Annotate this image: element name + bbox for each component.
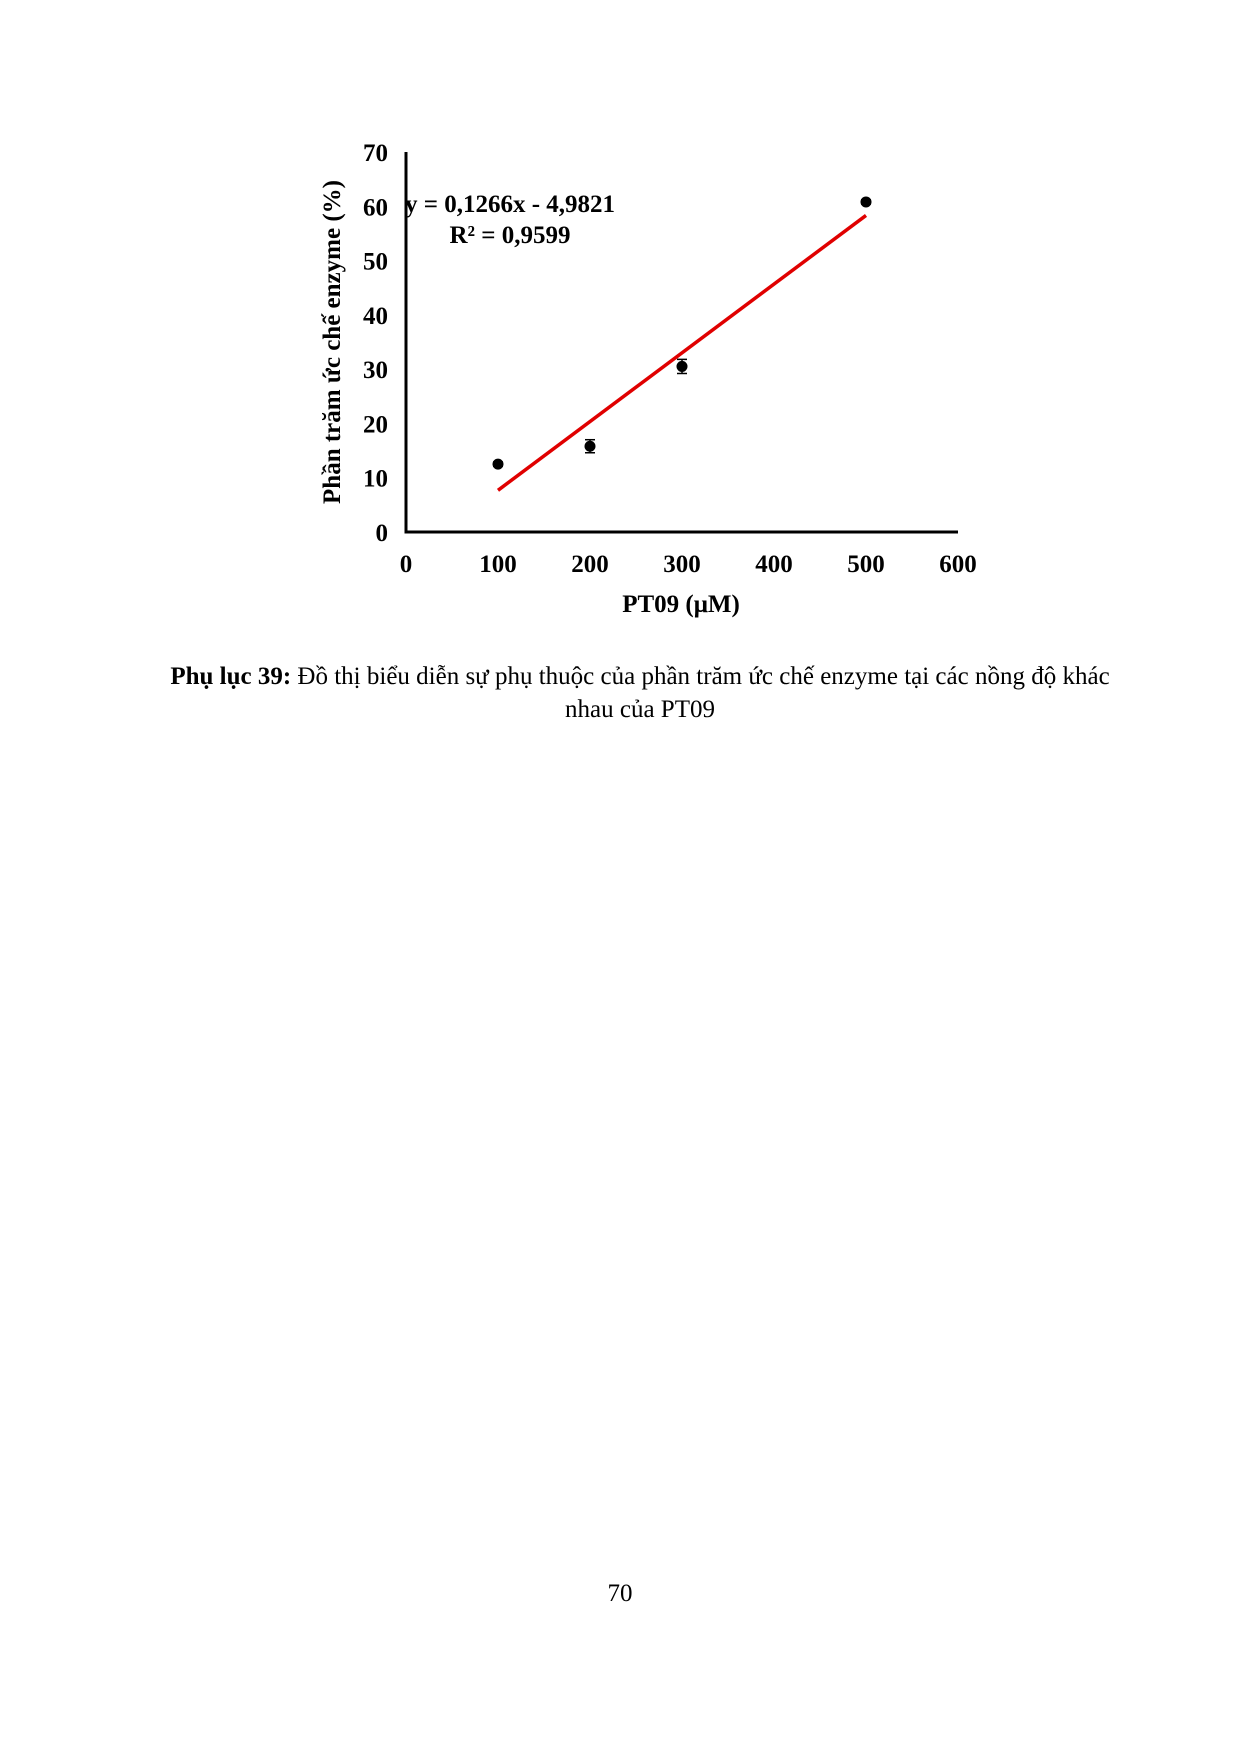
page-number: 70 bbox=[607, 1580, 633, 1607]
data-point bbox=[585, 441, 596, 452]
y-tick-label: 10 bbox=[363, 465, 388, 493]
trendline-r2: R² = 0,9599 bbox=[449, 222, 571, 249]
trendline bbox=[498, 215, 866, 490]
inhibition-chart bbox=[300, 130, 1000, 630]
y-tick-label: 20 bbox=[363, 411, 388, 439]
y-tick-label: 60 bbox=[363, 194, 388, 222]
y-tick-label: 50 bbox=[363, 248, 388, 276]
trendline-equation: y = 0,1266x - 4,9821 bbox=[404, 191, 616, 218]
x-axis-label: PT09 (μM) bbox=[622, 591, 740, 618]
y-tick-label: 40 bbox=[363, 302, 388, 330]
y-axis-label: Phần trăm ức chế enzyme (%) bbox=[319, 180, 346, 504]
figure-caption bbox=[160, 660, 1120, 726]
caption-label: Phụ lục 39: bbox=[170, 663, 292, 690]
data-point bbox=[861, 196, 872, 207]
x-tick-label: 200 bbox=[571, 551, 609, 578]
x-tick-label: 500 bbox=[847, 551, 885, 578]
y-tick-label: 30 bbox=[363, 357, 388, 385]
x-tick-label: 400 bbox=[755, 551, 793, 578]
y-tick-label: 0 bbox=[375, 520, 388, 547]
data-point bbox=[493, 459, 504, 470]
data-point bbox=[677, 361, 688, 372]
x-tick-label: 300 bbox=[663, 551, 701, 578]
x-tick-label: 100 bbox=[479, 551, 517, 578]
x-tick-label: 600 bbox=[939, 551, 977, 578]
x-tick-label: 0 bbox=[399, 551, 413, 578]
caption-text: Đồ thị biểu diễn sự phụ thuộc của phần trăm ức chế enzyme tại các nồng độ khác nhau của PT09 bbox=[291, 663, 1110, 723]
y-tick-label: 70 bbox=[363, 140, 388, 167]
